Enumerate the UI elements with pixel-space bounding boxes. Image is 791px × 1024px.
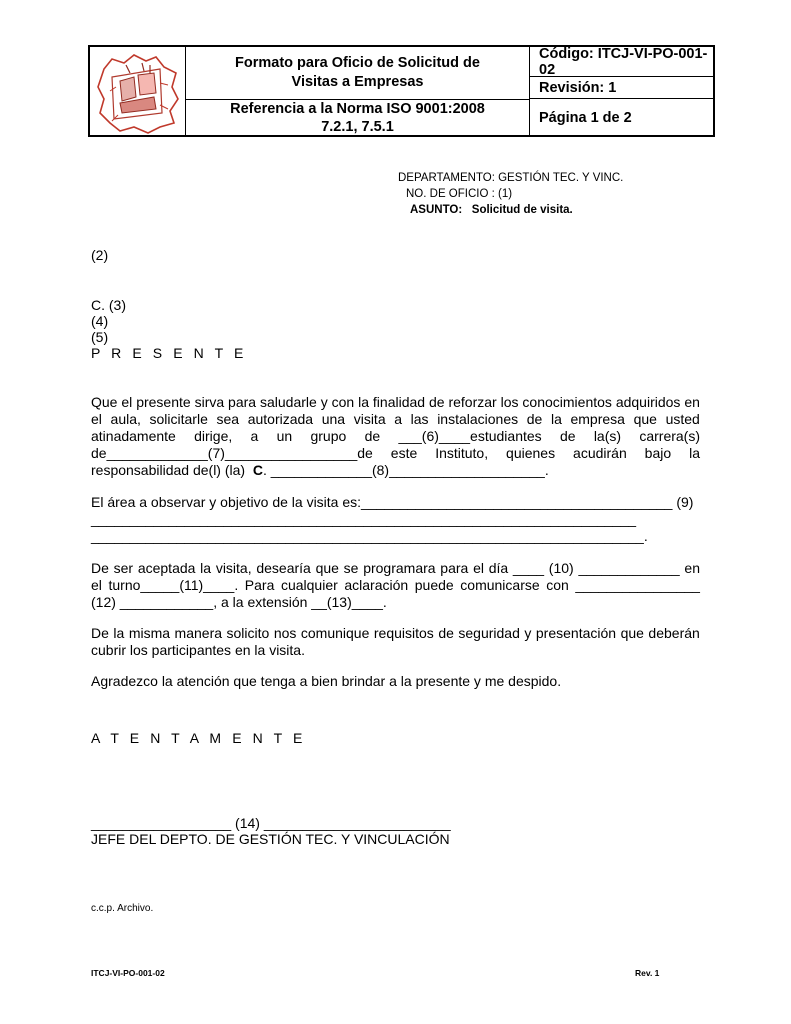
paragraph-line (91, 625, 700, 642)
document-revision: Revisión: 1 (530, 78, 713, 99)
word: ________________ (575, 577, 700, 593)
word: el (91, 577, 102, 593)
word: Instituto, (435, 445, 489, 461)
paragraph-objective (91, 494, 700, 545)
iso-reference-line2: 7.2.1, 7.5.1 (321, 118, 394, 135)
word: adquiridos (615, 394, 681, 410)
word: para (440, 560, 469, 576)
recipient-company: (5) (91, 329, 109, 345)
department-block (398, 170, 623, 218)
word: y (320, 394, 328, 410)
paragraph-safety (91, 625, 700, 659)
word: misma (128, 625, 171, 641)
word: presentación (535, 625, 617, 641)
document-title-text: Formato para Oficio de Solicitud de Visitas a Empresas (235, 55, 480, 90)
paragraph-line: cubrir los participantes en la visita. (91, 642, 305, 658)
signer-title: JEFE DEL DEPTO. DE GESTIÓN TEC. Y VINCULACIÓN (91, 831, 450, 847)
word: de (526, 411, 543, 427)
word: aclaración (344, 577, 409, 593)
document-title (186, 47, 530, 100)
word: las (410, 411, 429, 427)
word: solicitarle (149, 411, 208, 427)
word: con (546, 577, 569, 593)
subject-value: Solicitud de visita. (471, 204, 573, 216)
word: desearía (256, 560, 311, 576)
word: sirva (194, 394, 225, 410)
word: usted (665, 411, 700, 427)
word: un (276, 428, 293, 444)
word: la (550, 411, 562, 427)
word: visita (353, 411, 386, 427)
word: una (321, 411, 346, 427)
word: la (689, 445, 700, 461)
word: _____________ (578, 560, 680, 576)
oficio-number: NO. DE OFICIO : (1) (406, 188, 513, 200)
word: Que (91, 394, 118, 410)
word: se (343, 560, 359, 576)
word: (10) (548, 560, 574, 576)
word: a (394, 411, 403, 427)
word: requisitos (373, 625, 434, 641)
footer-code: ITCJ-VI-PO-001-02 (91, 968, 165, 978)
word: finalidad (372, 394, 426, 410)
iso-reference (186, 100, 530, 135)
word: saludarle (259, 394, 317, 410)
word: la (200, 560, 212, 576)
word: presente (136, 394, 191, 410)
word: ser (113, 560, 134, 576)
word: la(s) (593, 428, 622, 444)
ccp-archive: c.c.p. Archivo. (91, 903, 154, 914)
paragraph-thanks: Agradezco la atención que tenga a bien brindar a la presente y me despido. (91, 673, 562, 689)
word: acudirán (573, 445, 627, 461)
word: de (428, 394, 445, 410)
responsible-blank: . _____________(8)____________________. (262, 462, 549, 478)
department-line: DEPARTAMENTO: GESTIÓN TEC. Y VINC. (398, 172, 624, 184)
word: De (91, 625, 109, 641)
recipient-position: (4) (91, 313, 109, 329)
signature-line: __________________ (14) ________________________ (91, 815, 451, 831)
word: el (473, 560, 484, 576)
word: que (315, 560, 339, 576)
atentamente-closing: A T E N T A M E N T E (91, 730, 306, 746)
word: este (390, 445, 418, 461)
subject-line (398, 202, 623, 218)
word: aceptada (137, 560, 196, 576)
paragraph-line (91, 462, 700, 479)
word: para (228, 394, 257, 410)
institution-logo (90, 47, 186, 135)
word: quienes (506, 445, 556, 461)
word: autorizada (247, 411, 314, 427)
logo-emblem-icon (90, 47, 185, 135)
objective-blank-line: _______________________________________________________________________. (91, 528, 648, 544)
word: visita, (215, 560, 252, 576)
word: reforzar (448, 394, 497, 410)
word: Para (244, 577, 275, 593)
word: los (500, 394, 519, 410)
word: cualquier (280, 577, 338, 593)
word: grupo (310, 428, 347, 444)
paragraph-line: (12) ____________, a la extensión __(13)____. (91, 594, 387, 610)
iso-reference-line1: Referencia a la Norma ISO 9001:2008 (230, 100, 485, 117)
word: sea (216, 411, 240, 427)
page-number: Página 1 de 2 (539, 109, 632, 126)
word: de (559, 428, 576, 444)
word: que (620, 625, 644, 641)
recipient-name: C. (3) (91, 297, 126, 313)
word: a (250, 428, 259, 444)
header-table (88, 45, 715, 137)
word: con (331, 394, 355, 410)
paragraph-line (91, 428, 700, 445)
footer-revision: Rev. 1 (635, 968, 660, 978)
word: de_____________(7)_________________de (91, 445, 373, 461)
word: ___(6)____estudiantes (398, 428, 542, 444)
word: el (121, 394, 133, 410)
word: y (524, 625, 532, 641)
paragraph-line (91, 577, 700, 594)
recipient-placeholder-2: (2) (91, 247, 109, 263)
word: conocimientos (522, 394, 612, 410)
word: deberán (648, 625, 700, 641)
word: puede (414, 577, 454, 593)
word: en (684, 560, 700, 576)
word: de (438, 625, 454, 641)
word: seguridad (458, 625, 520, 641)
word: solicito (226, 625, 270, 641)
word: bajo (644, 445, 672, 461)
word: la (358, 394, 370, 410)
objective-blank-line: ______________________________________________________________________ (91, 511, 637, 527)
paragraph-line (91, 411, 700, 428)
word: ____ (512, 560, 545, 576)
word: empresa (570, 411, 625, 427)
word: la (113, 625, 125, 641)
word: en (684, 394, 700, 410)
paragraph-line (91, 560, 700, 577)
paragraph-line (91, 394, 700, 411)
word: que (633, 411, 657, 427)
word: dirige, (194, 428, 233, 444)
word: nos (273, 625, 297, 641)
document-code: Código: ITCJ-VI-PO-001-02 (530, 47, 713, 77)
word: el (91, 411, 102, 427)
word: instalaciones (437, 411, 519, 427)
paragraph-request (91, 394, 700, 479)
word: atinadamente (91, 428, 176, 444)
responsibility-text: responsabilidad de(l) (la) (91, 462, 253, 478)
word: comunique (300, 625, 370, 641)
responsible-prefix: C (252, 462, 263, 478)
paragraph-line (91, 445, 700, 462)
word: carrera(s) (639, 428, 700, 444)
paragraph-schedule (91, 560, 700, 611)
objective-line: El área a observar y objetivo de la visita es:________________________________________ (9) (91, 494, 694, 510)
subject-label: ASUNTO: (410, 204, 463, 216)
presente-greeting: P R E S E N T E (91, 345, 247, 361)
word: manera (174, 625, 223, 641)
word: comunicarse (460, 577, 540, 593)
word: turno_____(11)____. (108, 577, 239, 593)
word: programara (363, 560, 436, 576)
word: aula, (110, 411, 141, 427)
word: de (364, 428, 381, 444)
word: De (91, 560, 109, 576)
word: día (488, 560, 509, 576)
